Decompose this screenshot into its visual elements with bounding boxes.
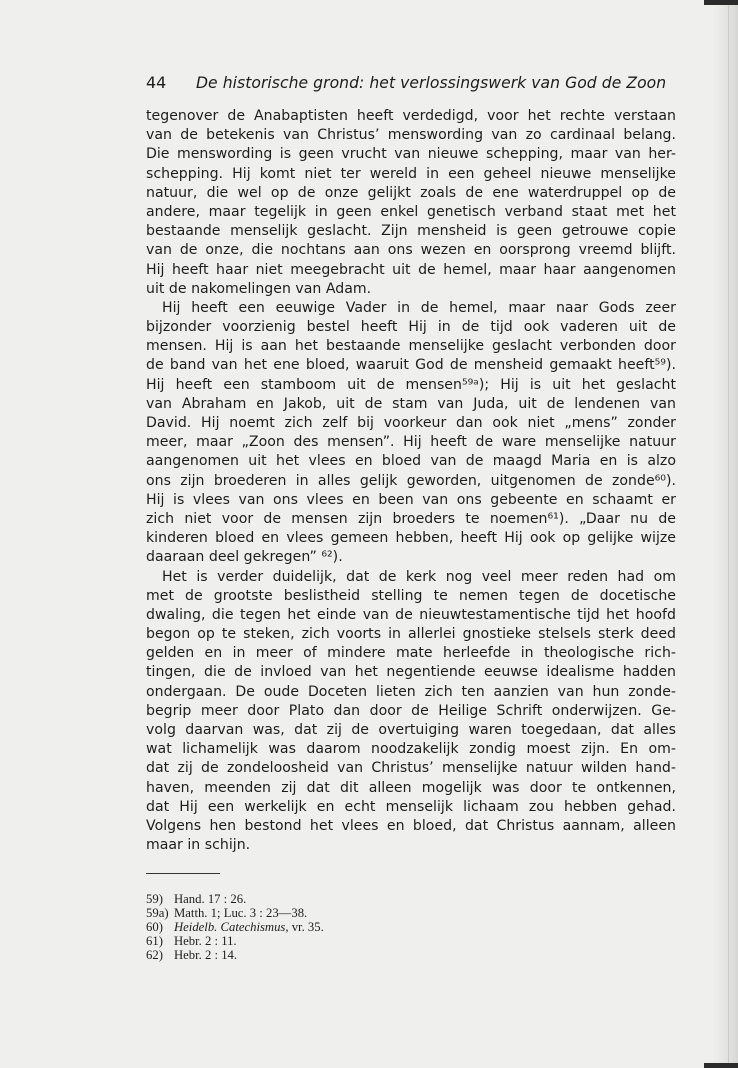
footnote-59a xyxy=(146,907,676,921)
page-number: 44 xyxy=(146,73,167,92)
body-line: schepping. Hij komt niet ter wereld in een geheel nieuwe menselijke xyxy=(146,165,676,182)
body-line: kinderen bloed en vlees gemeen hebben, heeft Hij ook op gelijke wijze xyxy=(146,530,676,547)
footnotes xyxy=(146,893,676,963)
body-line: dwaling, die tegen het einde van de nieuwtestamentische tijd het hoofd xyxy=(146,606,676,623)
body-line: Die menswording is geen vrucht van nieuwe schepping, maar van her- xyxy=(146,146,676,163)
body-line: volg daarvan was, dat zij de overtuiging waren toegedaan, dat alles xyxy=(146,722,676,738)
body-line: ons zijn broederen in alles gelijk geworden, uitgenomen de zonde⁶⁰). xyxy=(146,472,676,489)
footnote-text: Hebr. 2 : 14. xyxy=(174,947,238,962)
body-line: mensen. Hij is aan het bestaande menselijke geslacht verbonden door xyxy=(146,338,676,355)
body-line: bijzonder voorzienig bestel heeft Hij in de tijd ook vaderen uit de xyxy=(146,319,676,336)
body-line: maar in schijn. xyxy=(146,837,251,854)
footnote-text: Matth. 1; Luc. 3 : 23—38. xyxy=(174,906,308,921)
body-line: Volgens hen bestond het vlees en bloed, dat Christus aannam, alleen xyxy=(146,817,676,834)
page-edge-line xyxy=(728,0,729,1068)
body-line: aangenomen uit het vlees en bloed van de maagd Maria en is alzo xyxy=(146,453,676,470)
body-line: David. Hij noemt zich zelf bij voorkeur dan ook niet „mens” zonder xyxy=(146,415,676,431)
footnote-number: 60) xyxy=(146,920,163,935)
body-line: Hij heeft een stamboom uit de mensen⁵⁹ᵃ); Hij is uit het geslacht xyxy=(146,376,676,393)
body-line: tegenover de Anabaptisten heeft verdedigd, voor het rechte verstaan xyxy=(146,108,676,124)
body-text xyxy=(146,107,676,855)
footnote-number: 59) xyxy=(146,892,163,907)
page-edge-mark-top xyxy=(704,0,738,5)
body-line: Hij is vlees van ons vlees en been van ons gebeente en schaamt er xyxy=(146,491,676,508)
page-edge-mark-bottom xyxy=(704,1063,738,1068)
body-line: andere, maar tegelijk in geen enkel genetisch verband staat met het xyxy=(146,203,676,220)
running-title: De historische grond: het verlossingswerk van God de Zoon xyxy=(196,74,667,92)
body-line: tingen, die de invloed van het negentiende eeuwse idealisme hadden xyxy=(146,664,676,681)
footnote-text xyxy=(174,921,324,935)
body-line: de band van het ene bloed, waaruit God de mensheid gemaakt heeft⁵⁹). xyxy=(146,357,676,374)
book-page xyxy=(146,71,676,963)
footnote-62 xyxy=(146,949,676,963)
body-line: begon op te steken, zich voorts in allerlei gnostieke stelsels sterk deed xyxy=(146,626,676,643)
footnote-60 xyxy=(146,921,676,935)
body-line: Het is verder duidelijk, dat de kerk nog veel meer reden had om xyxy=(162,568,676,585)
body-line: uit de nakomelingen van Adam. xyxy=(146,280,372,297)
body-line: gelden en in meer of mindere mate herleefde in theologische rich- xyxy=(146,645,676,662)
body-line: Hij heeft haar niet meegebracht uit de hemel, maar haar aangenomen xyxy=(146,261,676,278)
page-header xyxy=(146,71,676,97)
footnote-separator xyxy=(146,873,220,874)
footnote-text: Hebr. 2 : 11. xyxy=(174,934,237,949)
body-line: Hij heeft een eeuwige Vader in de hemel, maar naar Gods zeer xyxy=(162,299,676,316)
body-line: haven, meenden zij dat dit alleen mogelijk was door te ontkennen, xyxy=(146,779,676,796)
body-line: dat Hij een werkelijk en echt menselijk lichaam zou hebben gehad. xyxy=(146,798,676,815)
footnote-text: Hand. 17 : 26. xyxy=(174,892,247,907)
footnote-number: 62) xyxy=(146,947,163,962)
body-line: wat lichamelijk was daarom noodzakelijk zondig moest zijn. En om- xyxy=(146,741,676,758)
body-line: van Abraham en Jakob, uit de stam van Juda, uit de lendenen van xyxy=(146,395,676,412)
footnote-number: 59a) xyxy=(146,906,169,921)
page-edge-shadow xyxy=(712,0,738,1068)
footnote-title: Heidelb. Catechismus xyxy=(174,920,286,935)
body-line: van de betekenis van Christus’ menswording van zo cardinaal belang. xyxy=(146,127,676,144)
footnote-59 xyxy=(146,893,676,907)
footnote-61 xyxy=(146,935,676,949)
body-line: meer, maar „Zoon des mensen”. Hij heeft de ware menselijke natuur xyxy=(146,434,676,451)
footnote-number: 61) xyxy=(146,934,163,949)
body-line: met de grootste beslistheid stelling te nemen tegen de docetische xyxy=(146,587,676,604)
body-line: ondergaan. De oude Doceten lieten zich ten aanzien van hun zonde- xyxy=(146,683,676,700)
body-line: bestaande menselijk geslacht. Zijn mensheid is geen getrouwe copie xyxy=(146,223,676,240)
body-line: daaraan deel gekregen” ⁶²). xyxy=(146,549,343,566)
body-line: zich niet voor de mensen zijn broeders te noemen⁶¹). „Daar nu de xyxy=(146,510,676,527)
body-line: natuur, die wel op de onze gelijkt zoals de ene waterdruppel op de xyxy=(146,184,676,201)
body-line: van de onze, die nochtans aan ons wezen en oorsprong vreemd blijft. xyxy=(146,242,676,259)
footnote-text-rest: , vr. 35. xyxy=(285,920,324,935)
body-line: begrip meer door Plato dan door de Heilige Schrift onderwijzen. Ge- xyxy=(146,702,676,719)
body-line: dat zij de zondeloosheid van Christus’ menselijke natuur wilden hand- xyxy=(146,760,676,777)
